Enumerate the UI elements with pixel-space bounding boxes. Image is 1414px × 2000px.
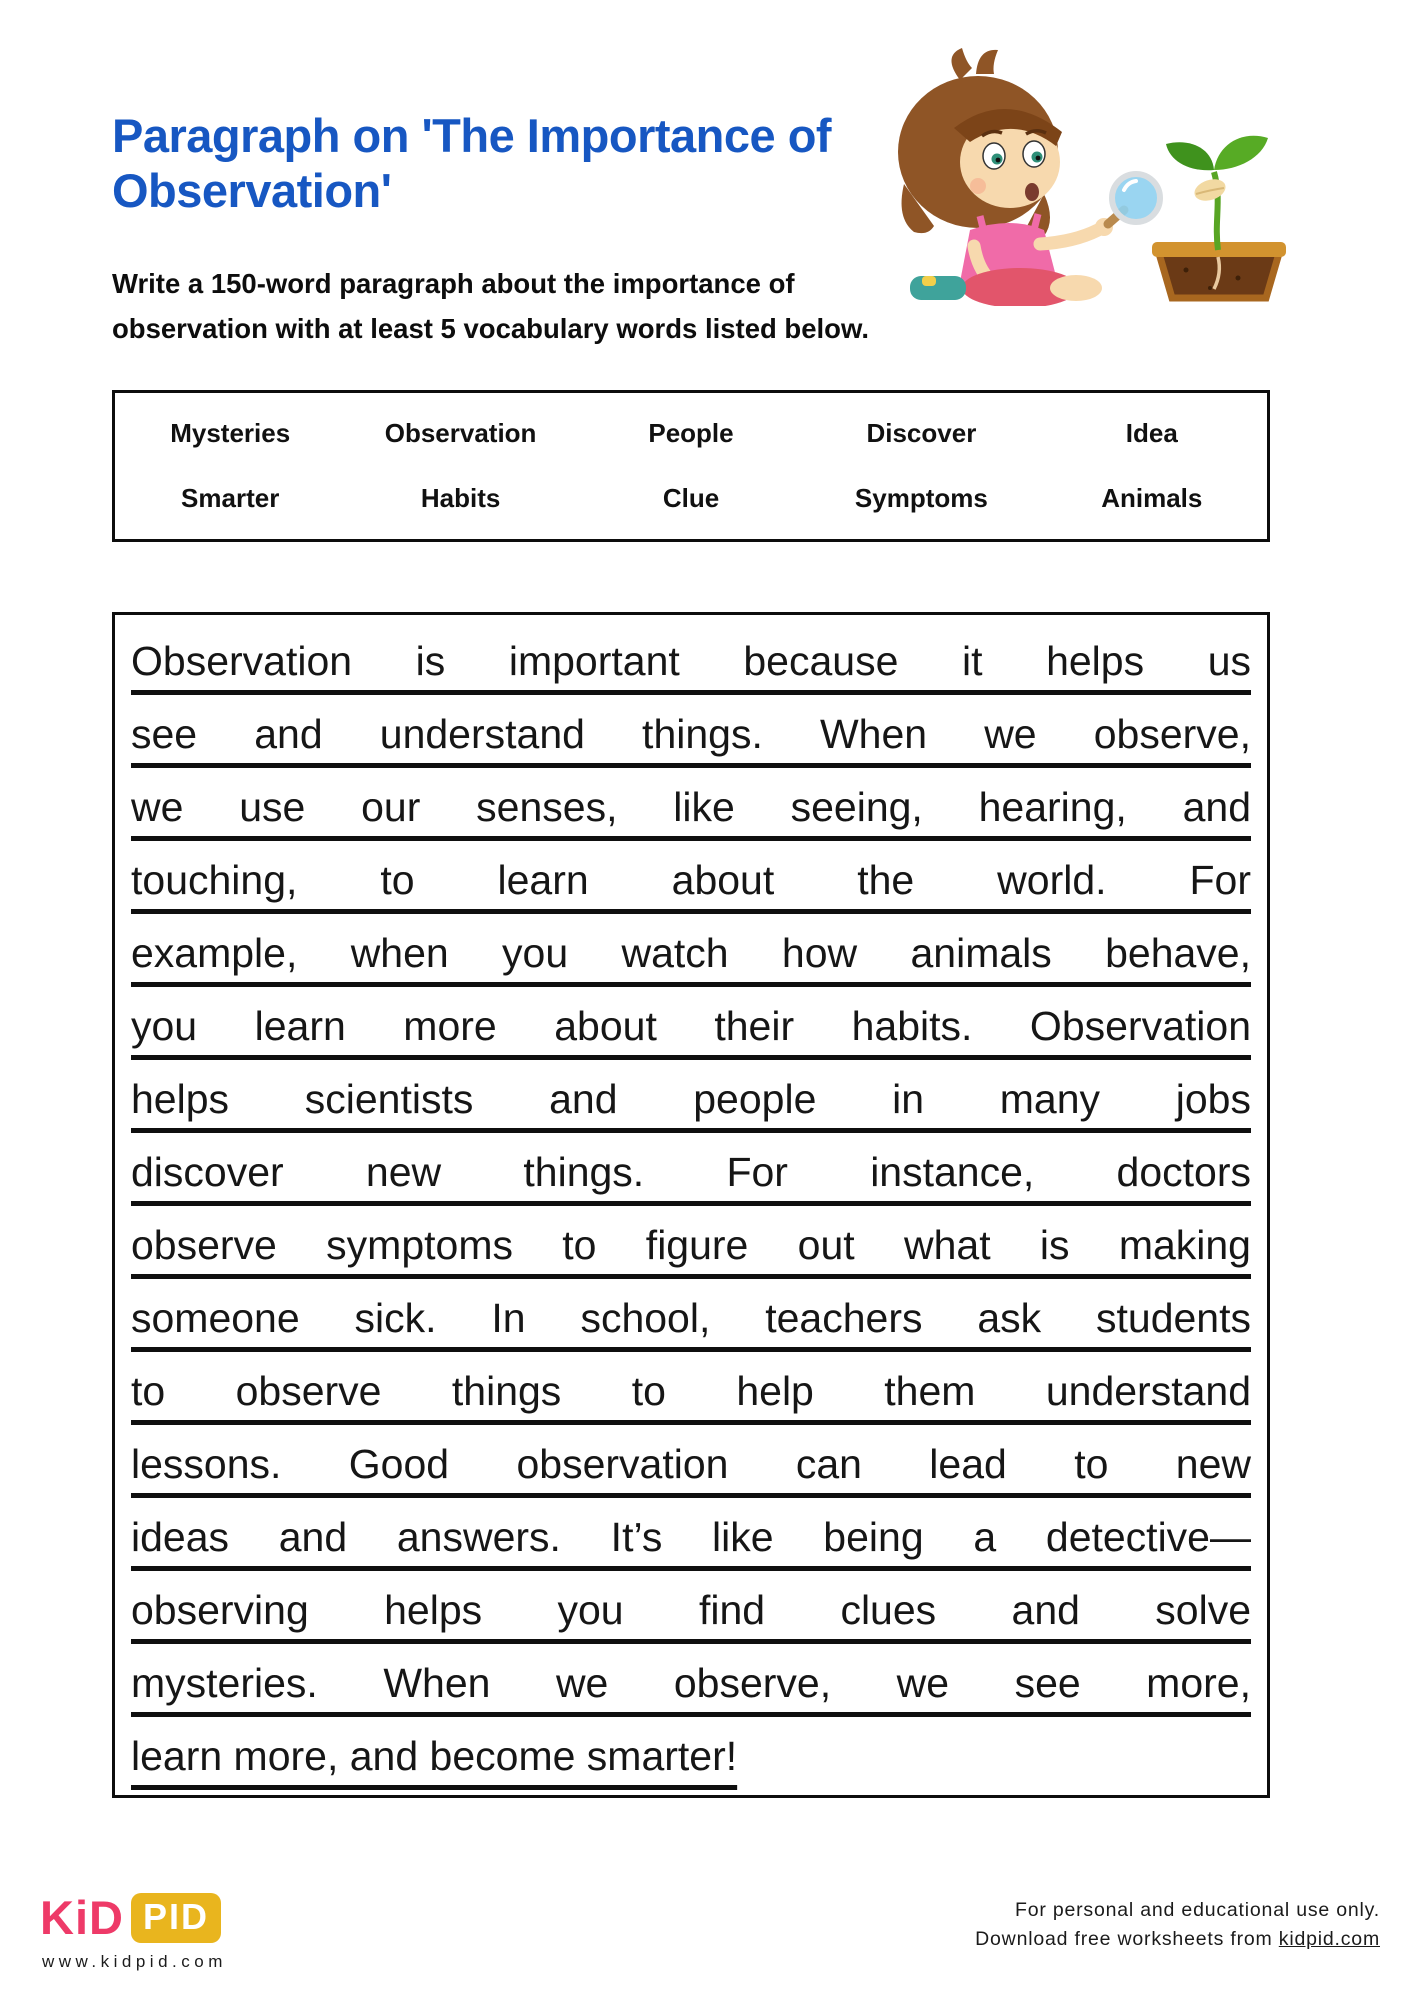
paragraph-line: ideas and answers. It’s like being a detective—	[131, 1514, 1251, 1560]
sprout	[1166, 136, 1268, 250]
paragraph-line: we use our senses, like seeing, hearing, and	[131, 784, 1251, 830]
vocab-word: Observation	[384, 418, 537, 448]
paragraph-line: observe symptoms to figure out what is making	[131, 1222, 1251, 1268]
magnifying-glass-icon	[1108, 174, 1160, 224]
girl	[898, 48, 1113, 306]
paragraph-line: mysteries. When we observe, we see more,	[131, 1660, 1251, 1706]
kidpid-link[interactable]: kidpid.com	[1278, 1928, 1380, 1951]
paragraph-line: example, when you watch how animals behave,	[131, 930, 1251, 976]
paragraph-line: to observe things to help them understand	[131, 1368, 1251, 1414]
vocab-word: Idea	[1125, 418, 1178, 448]
observation-illustration	[818, 44, 1296, 306]
page-title-line2: Observation'	[112, 164, 392, 218]
vocab-word: Discover	[866, 418, 977, 448]
kidpid-logo-pid: PID	[131, 1893, 221, 1943]
instructions-line1: Write a 150-word paragraph about the importance of	[112, 268, 795, 299]
paragraph-line: someone sick. In school, teachers ask students	[131, 1295, 1251, 1341]
kidpid-website-text: www.kidpid.com	[42, 1952, 227, 1971]
vocab-word: Mysteries	[170, 418, 291, 448]
page-title	[112, 108, 872, 219]
instructions-line2: observation with at least 5 vocabulary words listed below.	[112, 312, 869, 344]
kidpid-logo	[40, 1890, 221, 1945]
paragraph-line: helps scientists and people in many jobs	[131, 1076, 1251, 1122]
kidpid-logo-kid: KiD	[40, 1891, 124, 1944]
vocab-word: Clue	[662, 483, 720, 513]
footer-note-line2: Download free worksheets from kidpid.com	[975, 1928, 1380, 1951]
plant-pot	[1152, 242, 1286, 298]
paragraph-answer-box	[112, 612, 1270, 1798]
paragraph-line: you learn more about their habits. Observation	[131, 1003, 1251, 1049]
instructions	[112, 262, 912, 351]
paragraph-line: discover new things. For instance, doctors	[131, 1149, 1251, 1195]
paragraph-line: see and understand things. When we observe,	[131, 711, 1251, 757]
vocabulary-box	[112, 390, 1270, 542]
footer-note-line1: For personal and educational use only.	[1014, 1899, 1380, 1921]
page-title-line1: Paragraph on 'The Importance of	[112, 109, 832, 162]
vocab-word: Smarter	[181, 483, 280, 513]
paragraph-line: lessons. Good observation can lead to new	[131, 1441, 1251, 1487]
footer-note	[975, 1896, 1380, 1955]
paragraph-line: touching, to learn about the world. For	[131, 857, 1251, 903]
vocab-word: Habits	[420, 483, 501, 513]
paragraph-line: observing helps you find clues and solve	[131, 1587, 1251, 1633]
paragraph-line: Observation is important because it helps us	[131, 638, 1251, 684]
vocab-word: People	[648, 418, 734, 448]
vocab-word: Animals	[1101, 483, 1203, 513]
vocab-word: Symptoms	[854, 483, 988, 513]
paragraph-line: learn more, and become smarter!	[131, 1733, 738, 1779]
